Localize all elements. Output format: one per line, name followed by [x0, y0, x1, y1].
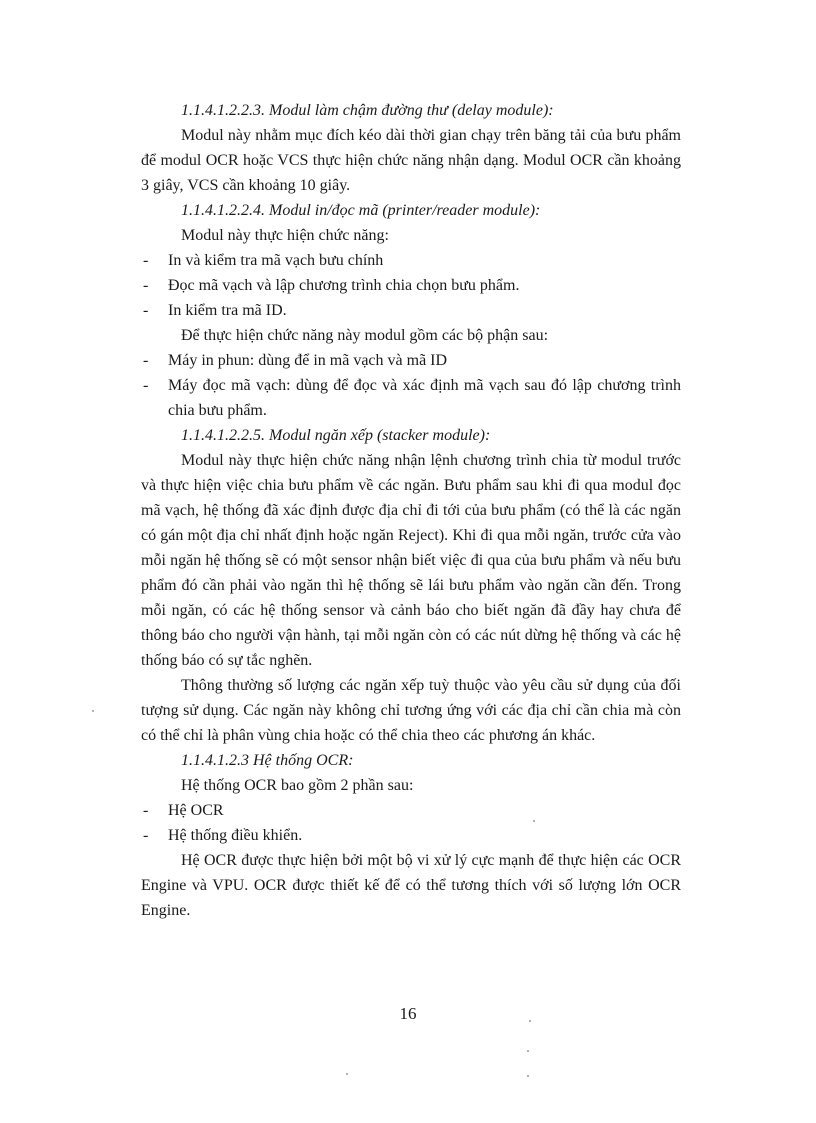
section-heading-stacker-module: 1.1.4.1.2.2.5. Modul ngăn xếp (stacker module): [181, 427, 491, 444]
dash-bullet: - [143, 302, 149, 319]
scan-speck [527, 1050, 529, 1052]
scan-speck [346, 1073, 348, 1075]
page-number: 16 [399, 1004, 417, 1023]
body-text [141, 98, 681, 923]
list-item: - Hệ OCR [141, 798, 681, 823]
paragraph-stacker-module: Modul này thực hiện chức năng nhận lệnh chương trình chia từ modul trước và thực hiện việc chia bưu phẩm về các ngăn. Bưu phẩm sau khi đi qua modul đọc mã vạch, hệ thống đã xác định được địa chỉ đi tới của bưu phẩm (có thể là các ngăn có gán một địa chỉ nhất định hoặc ngăn Reject). Khi đi qua mỗi ngăn, trước cửa vào mỗi ngăn hệ thống sẽ có một sensor nhận biết việc đi qua của bưu phẩm và nếu bưu phẩm đó cần phải vào ngăn thì hệ thống sẽ lái bưu phẩm vào ngăn cần đến. Trong mỗi ngăn, có các hệ thống sensor và cảnh báo cho biết ngăn đã đầy hay chưa để thông báo cho người vận hành, tại mỗi ngăn còn có các nút dừng hệ thống và các hệ thống báo có sự tắc nghẽn. [141, 452, 681, 669]
list-item: - Đọc mã vạch và lập chương trình chia chọn bưu phẩm. [141, 273, 681, 298]
scan-speck [533, 820, 535, 822]
list-item: - Hệ thống điều khiển. [141, 823, 681, 848]
list-item: - In kiểm tra mã ID. [141, 298, 681, 323]
section-heading-ocr-system: 1.1.4.1.2.3 Hệ thống OCR: [181, 752, 354, 769]
paragraph-printer-parts-intro: Để thực hiện chức năng này modul gồm các bộ phận sau: [181, 327, 549, 344]
dash-bullet: - [143, 377, 149, 394]
section-heading-printer-reader-module: 1.1.4.1.2.2.4. Modul in/đọc mã (printer/reader module): [181, 202, 541, 219]
list-item: - Máy in phun: dùng để in mã vạch và mã ID [141, 348, 681, 373]
dash-bullet: - [143, 802, 149, 819]
dash-bullet: - [143, 252, 149, 269]
paragraph-stacker-count: Thông thường số lượng các ngăn xếp tuỳ thuộc vào yêu cầu sử dụng của đối tượng sử dụng. Các ngăn này không chỉ tương ứng với các địa chỉ cần chia mà còn có thể chỉ là phân vùng chia hoặc có thể chia theo các phương án khác. [141, 677, 681, 744]
scan-speck [527, 1075, 529, 1077]
list-item: - In và kiểm tra mã vạch bưu chính [141, 248, 681, 273]
dash-bullet: - [143, 352, 149, 369]
paragraph-ocr-intro: Hệ thống OCR bao gồm 2 phần sau: [181, 777, 414, 794]
paragraph-ocr-engine: Hệ OCR được thực hiện bởi một bộ vi xử lý cực mạnh để thực hiện các OCR Engine và VPU. OCR được thiết kế để có thể tương thích với số lượng lớn OCR Engine. [141, 852, 681, 919]
list-item: - Máy đọc mã vạch: dùng để đọc và xác định mã vạch sau đó lập chương trình chia bưu phẩm. [141, 373, 681, 423]
section-heading-delay-module: 1.1.4.1.2.2.3. Modul làm chậm đường thư (delay module): [181, 102, 554, 119]
scan-speck [92, 710, 94, 712]
dash-bullet: - [143, 277, 149, 294]
dash-bullet: - [143, 827, 149, 844]
paragraph-delay-module: Modul này nhằm mục đích kéo dài thời gian chạy trên băng tải của bưu phẩm để modul OCR hoặc VCS thực hiện chức năng nhận dạng. Modul OCR cần khoảng 3 giây, VCS cần khoảng 10 giây. [141, 127, 681, 194]
scan-speck [529, 1020, 531, 1022]
paragraph-printer-intro: Modul này thực hiện chức năng: [181, 227, 389, 244]
